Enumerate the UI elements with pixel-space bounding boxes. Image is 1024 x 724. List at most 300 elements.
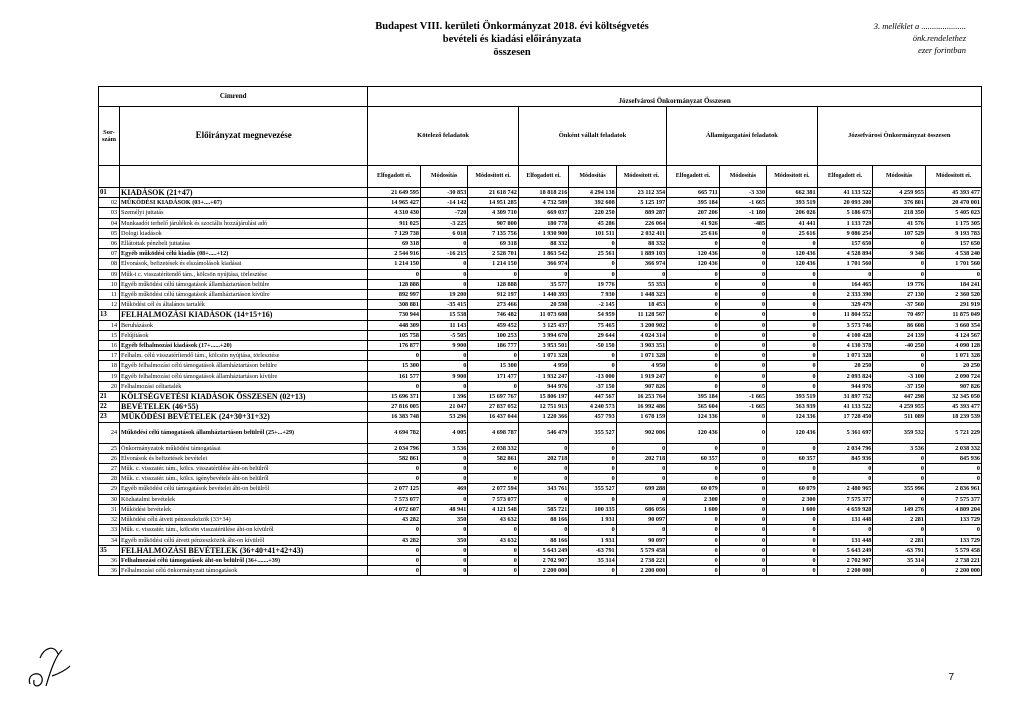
value-cell: 7 575 377 [817, 494, 873, 504]
value-cell: 7 129 738 [368, 228, 421, 238]
value-cell: 128 888 [368, 279, 421, 289]
value-cell: 0 [873, 361, 926, 371]
value-cell: 0 [767, 381, 818, 391]
value-cell: 9 086 254 [817, 228, 873, 238]
value-cell: 5 579 458 [616, 545, 667, 555]
value-cell: 0 [873, 464, 926, 474]
value-cell: 0 [368, 381, 421, 391]
value-cell: 0 [667, 474, 720, 484]
table-row [99, 515, 982, 525]
value-cell: 157 650 [817, 239, 873, 249]
value-cell: 0 [368, 545, 421, 555]
value-cell: 11 804 552 [817, 310, 873, 320]
value-cell: 2 093 824 [817, 371, 873, 381]
value-cell: 665 711 [667, 188, 720, 198]
value-cell: 60 357 [667, 453, 720, 463]
table-row [99, 239, 982, 249]
row-number: 04 [99, 218, 120, 228]
value-cell: 60 079 [767, 484, 818, 494]
value-cell: 0 [719, 381, 766, 391]
value-cell: 0 [925, 464, 981, 474]
value-cell: 161 577 [368, 371, 421, 381]
value-cell: 0 [719, 330, 766, 340]
value-cell: 88 166 [518, 535, 569, 545]
row-label: MŰKÖDÉSI BEVÉTELEK (24+30+31+32) [120, 412, 368, 422]
value-cell: 273 466 [468, 300, 519, 310]
value-cell: 0 [667, 279, 720, 289]
value-cell: 0 [667, 381, 720, 391]
value-cell: 3 660 354 [925, 320, 981, 330]
value-cell: 3 200 902 [616, 320, 667, 330]
value-cell: 0 [719, 259, 766, 269]
value-cell: 0 [767, 269, 818, 279]
value-cell: 0 [667, 535, 720, 545]
value-cell: 0 [719, 290, 766, 300]
value-cell: 907 826 [925, 381, 981, 391]
value-cell: 4 072 607 [368, 504, 421, 514]
value-cell: 2 360 520 [925, 290, 981, 300]
value-cell: 206 026 [767, 208, 818, 218]
group-header-onkent: Önként vállalt feladatok [518, 107, 666, 166]
value-cell: 0 [420, 555, 467, 565]
row-number: 20 [99, 381, 120, 391]
value-cell: -1 665 [719, 392, 766, 402]
value-cell: 5 579 458 [925, 545, 981, 555]
value-cell: -50 150 [569, 341, 616, 351]
value-cell: 55 353 [616, 279, 667, 289]
value-cell: 90 097 [616, 535, 667, 545]
table-row [99, 545, 982, 555]
table-row [99, 494, 982, 504]
value-cell: 0 [420, 566, 467, 576]
row-number: 02 [99, 198, 120, 208]
value-cell: 0 [767, 361, 818, 371]
value-cell: 0 [420, 453, 467, 463]
value-cell: 0 [817, 464, 873, 474]
value-cell: 2 077 594 [468, 484, 519, 494]
value-cell: 0 [719, 361, 766, 371]
row-number: 32 [99, 515, 120, 525]
row-label: FELHALMOZÁSI BEVÉTELEK (36+40+41+42+43) [120, 545, 368, 555]
value-cell: 3 903 351 [616, 341, 667, 351]
value-cell: 0 [667, 555, 720, 565]
handwritten-signature [22, 636, 82, 696]
row-label: Felhalmozási céltartalék [120, 381, 368, 391]
value-cell: 70 497 [873, 310, 926, 320]
value-cell: 0 [767, 341, 818, 351]
value-cell: 4 124 567 [925, 330, 981, 340]
value-cell: 20 093 200 [817, 198, 873, 208]
value-cell: 4 309 710 [468, 208, 519, 218]
value-cell: 31 897 752 [817, 392, 873, 402]
value-cell: 1 931 [569, 515, 616, 525]
table-row [99, 228, 982, 238]
value-cell: 131 448 [817, 515, 873, 525]
value-cell: 2 200 000 [518, 566, 569, 576]
value-cell: 3 125 437 [518, 320, 569, 330]
value-cell: 343 761 [518, 484, 569, 494]
value-cell: 45 393 477 [925, 402, 981, 412]
value-cell: 0 [616, 525, 667, 535]
table-row [99, 341, 982, 351]
value-cell: 355 527 [569, 484, 616, 494]
value-cell: 0 [420, 474, 467, 484]
value-cell: 27 130 [873, 290, 926, 300]
value-cell: 0 [925, 474, 981, 484]
row-number: 28 [99, 474, 120, 484]
value-cell: 2 702 907 [518, 555, 569, 565]
value-cell: 1 600 [667, 504, 720, 514]
row-label: Egyéb működési célú támogatások bevételei áht-on belülről [120, 484, 368, 494]
value-cell: 14 965 427 [368, 198, 421, 208]
value-cell: -14 142 [420, 198, 467, 208]
value-cell: 393 519 [767, 198, 818, 208]
document-title [0, 20, 1024, 59]
value-cell: 0 [767, 300, 818, 310]
value-cell: 0 [719, 484, 766, 494]
value-cell: 226 064 [616, 218, 667, 228]
table-row [99, 566, 982, 576]
value-cell: 329 479 [817, 300, 873, 310]
value-cell: 0 [667, 443, 720, 453]
table-row [99, 330, 982, 340]
value-cell: 0 [817, 474, 873, 484]
value-cell: 0 [420, 351, 467, 361]
row-label: Elvonások, befizetések és elszámolások kiadásai [120, 259, 368, 269]
row-number: 10 [99, 279, 120, 289]
value-cell: 1 701 560 [925, 259, 981, 269]
value-cell: 447 298 [873, 392, 926, 402]
value-cell: 0 [719, 228, 766, 238]
value-cell: 54 959 [569, 310, 616, 320]
row-number: 25 [99, 443, 120, 453]
value-cell: 15 696 371 [368, 392, 421, 402]
value-cell: 11 143 [420, 320, 467, 330]
value-cell: 0 [616, 443, 667, 453]
value-cell: 15 300 [368, 361, 421, 371]
value-cell: 20 470 001 [925, 198, 981, 208]
value-cell: 11 073 608 [518, 310, 569, 320]
eloiranyzat-header: Előirányzat megnevezése [120, 107, 368, 166]
value-cell: 4 259 955 [873, 188, 926, 198]
value-cell: 0 [468, 381, 519, 391]
value-cell: 0 [873, 351, 926, 361]
row-number: 18 [99, 361, 120, 371]
value-cell: 0 [925, 525, 981, 535]
value-cell: 5 721 229 [925, 422, 981, 443]
value-cell: 1 133 729 [817, 218, 873, 228]
value-cell: 902 006 [616, 422, 667, 443]
value-cell: 2 544 916 [368, 249, 421, 259]
value-cell: 88 332 [518, 239, 569, 249]
value-cell: 101 511 [569, 228, 616, 238]
value-cell: 0 [616, 494, 667, 504]
value-cell: 1 071 328 [925, 351, 981, 361]
value-cell: 0 [719, 555, 766, 565]
value-cell: 105 758 [368, 330, 421, 340]
value-cell: 0 [569, 453, 616, 463]
value-cell: 3 536 [873, 443, 926, 453]
value-cell: 35 577 [518, 279, 569, 289]
value-cell: 0 [767, 239, 818, 249]
row-label: Felhalmozási célú támogatások áht-on belülről (36+.......+39) [120, 555, 368, 565]
value-cell: 0 [667, 330, 720, 340]
value-cell: 0 [368, 269, 421, 279]
value-cell: 0 [719, 249, 766, 259]
annex-note [874, 20, 966, 56]
value-cell: 0 [719, 371, 766, 381]
value-cell: 0 [420, 545, 467, 555]
value-cell: 0 [420, 525, 467, 535]
value-cell: 0 [767, 464, 818, 474]
value-cell: 25 616 [667, 228, 720, 238]
value-cell: 0 [817, 269, 873, 279]
value-cell: 0 [616, 269, 667, 279]
value-cell: 565 604 [667, 402, 720, 412]
value-cell: 393 519 [767, 392, 818, 402]
value-cell: 3 953 501 [518, 341, 569, 351]
value-cell: 892 997 [368, 290, 421, 300]
value-cell: 207 206 [667, 208, 720, 218]
value-cell: 88 166 [518, 515, 569, 525]
value-cell: 0 [667, 566, 720, 576]
value-cell: 0 [468, 545, 519, 555]
value-cell: -37 150 [873, 381, 926, 391]
value-cell: 4 732 589 [518, 198, 569, 208]
value-cell: 0 [873, 494, 926, 504]
row-label: FELHALMOZÁSI KIADÁSOK (14+15+16) [120, 310, 368, 320]
value-cell: 730 944 [368, 310, 421, 320]
value-cell: 1 930 900 [518, 228, 569, 238]
sub-header-modositott: Módosított ei. [767, 166, 818, 188]
value-cell: 88 332 [616, 239, 667, 249]
value-cell: 15 806 197 [518, 392, 569, 402]
value-cell: 1 931 [569, 535, 616, 545]
value-cell: 186 777 [468, 341, 519, 351]
value-cell: 0 [569, 443, 616, 453]
value-cell: 176 877 [368, 341, 421, 351]
row-number: 09 [99, 269, 120, 279]
value-cell: 0 [569, 259, 616, 269]
value-cell: 5 405 023 [925, 208, 981, 218]
page-number: 7 [948, 672, 954, 683]
value-cell: 0 [667, 239, 720, 249]
value-cell: 0 [420, 259, 467, 269]
value-cell: 0 [873, 259, 926, 269]
value-cell: 180 778 [518, 218, 569, 228]
table-row [99, 484, 982, 494]
value-cell: 41 926 [667, 218, 720, 228]
value-cell: 4 950 [616, 361, 667, 371]
value-cell: 133 729 [925, 535, 981, 545]
row-label: Közhatalmi bevételek [120, 494, 368, 504]
table-row [99, 290, 982, 300]
row-label: Ellátottak pénzbeli juttatása [120, 239, 368, 249]
value-cell: 2 281 [873, 515, 926, 525]
value-cell: 2 038 332 [468, 443, 519, 453]
value-cell: 0 [468, 464, 519, 474]
row-number: 23 [99, 412, 120, 422]
value-cell: 359 532 [873, 422, 926, 443]
table-row [99, 198, 982, 208]
jozsefvarosi-header: Józsefvárosi Önkormányzat Összesen [368, 87, 982, 107]
value-cell: 0 [569, 566, 616, 576]
value-cell: -485 [719, 218, 766, 228]
value-cell: 2 738 221 [925, 555, 981, 565]
value-cell: 944 976 [518, 381, 569, 391]
value-cell: 17 728 450 [817, 412, 873, 422]
value-cell: 0 [719, 443, 766, 453]
value-cell: 16 253 764 [616, 392, 667, 402]
value-cell: 0 [719, 566, 766, 576]
value-cell: 291 919 [925, 300, 981, 310]
table-row [99, 381, 982, 391]
value-cell: 699 288 [616, 484, 667, 494]
value-cell: 366 974 [518, 259, 569, 269]
value-cell: 4 294 138 [569, 188, 616, 198]
value-cell: 15 697 767 [468, 392, 519, 402]
table-row [99, 351, 982, 361]
value-cell: 45 393 477 [925, 188, 981, 198]
value-cell: 9 193 783 [925, 228, 981, 238]
value-cell: 0 [667, 269, 720, 279]
budget-table [98, 86, 982, 576]
value-cell: 0 [767, 371, 818, 381]
value-cell: 43 632 [468, 535, 519, 545]
value-cell: 459 452 [468, 320, 519, 330]
value-cell: 4 694 782 [368, 422, 421, 443]
value-cell: 20 250 [925, 361, 981, 371]
value-cell: 511 089 [873, 412, 926, 422]
value-cell: 0 [468, 566, 519, 576]
value-cell: -13 000 [569, 371, 616, 381]
value-cell: 11 128 567 [616, 310, 667, 320]
row-number: 13 [99, 310, 120, 320]
value-cell: 1 214 150 [368, 259, 421, 269]
value-cell: 131 448 [817, 535, 873, 545]
value-cell: 1 701 560 [817, 259, 873, 269]
row-label: Elvonások és befizetések bevételei [120, 453, 368, 463]
value-cell: 447 567 [569, 392, 616, 402]
value-cell: 41 441 [767, 218, 818, 228]
value-cell: -720 [420, 208, 467, 218]
value-cell: 0 [518, 464, 569, 474]
value-cell: 20 250 [817, 361, 873, 371]
row-number: 16 [99, 341, 120, 351]
value-cell: 0 [873, 525, 926, 535]
row-number: 17 [99, 351, 120, 361]
row-label: Dologi kiadások [120, 228, 368, 238]
value-cell: 0 [719, 515, 766, 525]
value-cell: -2 145 [569, 300, 616, 310]
value-cell: -63 791 [569, 545, 616, 555]
row-number: 36 [99, 566, 120, 576]
value-cell: 220 250 [569, 208, 616, 218]
row-number: 31 [99, 504, 120, 514]
value-cell: 0 [817, 525, 873, 535]
value-cell: 582 861 [368, 453, 421, 463]
value-cell: 0 [667, 545, 720, 555]
value-cell: 0 [667, 341, 720, 351]
value-cell: 43 282 [368, 535, 421, 545]
value-cell: 4 024 314 [616, 330, 667, 340]
row-number: 26 [99, 453, 120, 463]
value-cell: 0 [873, 566, 926, 576]
value-cell: -30 853 [420, 188, 467, 198]
value-cell: 746 482 [468, 310, 519, 320]
row-number: 15 [99, 330, 120, 340]
value-cell: 19 776 [569, 279, 616, 289]
sub-header-elfogadott: Elfogadott ei. [368, 166, 421, 188]
sub-header-blank [120, 166, 368, 188]
sub-header-modositott: Módosított ei. [616, 166, 667, 188]
value-cell: 35 314 [569, 555, 616, 565]
value-cell: 7 135 756 [468, 228, 519, 238]
value-cell: 45 286 [569, 218, 616, 228]
row-number: 21 [99, 392, 120, 402]
value-cell: 0 [468, 351, 519, 361]
table-row [99, 555, 982, 565]
value-cell: 0 [667, 525, 720, 535]
value-cell: 7 930 [569, 290, 616, 300]
value-cell: -1 665 [719, 198, 766, 208]
value-cell: 4 528 894 [817, 249, 873, 259]
value-cell: 0 [719, 545, 766, 555]
row-number: 12 [99, 300, 120, 310]
value-cell: 7 573 077 [468, 494, 519, 504]
row-number: 29 [99, 484, 120, 494]
value-cell: 0 [667, 310, 720, 320]
value-cell: 0 [518, 525, 569, 535]
value-cell: 395 184 [667, 198, 720, 208]
value-cell: 90 097 [616, 515, 667, 525]
value-cell: 911 025 [368, 218, 421, 228]
value-cell: 124 336 [767, 412, 818, 422]
row-number: 03 [99, 208, 120, 218]
table-row [99, 474, 982, 484]
table-row [99, 392, 982, 402]
value-cell: 120 436 [667, 259, 720, 269]
value-cell: 0 [719, 351, 766, 361]
value-cell: 0 [420, 464, 467, 474]
value-cell: 0 [719, 412, 766, 422]
value-cell: 18 818 216 [518, 188, 569, 198]
value-cell: 0 [767, 330, 818, 340]
value-cell: 15 300 [468, 361, 519, 371]
value-cell: 0 [873, 453, 926, 463]
table-row [99, 208, 982, 218]
value-cell: 69 318 [468, 239, 519, 249]
value-cell: 546 479 [518, 422, 569, 443]
value-cell: 0 [667, 300, 720, 310]
row-label: Egyéb működési célú támogatások államháztartáson belülre [120, 279, 368, 289]
value-cell: 308 881 [368, 300, 421, 310]
value-cell: 0 [518, 269, 569, 279]
value-cell: 907 826 [616, 381, 667, 391]
table-row [99, 525, 982, 535]
row-label: BEVÉTELEK (46+55) [120, 402, 368, 412]
value-cell: 0 [767, 525, 818, 535]
row-number: 33 [99, 525, 120, 535]
value-cell: 585 721 [518, 504, 569, 514]
value-cell: 662 381 [767, 188, 818, 198]
value-cell: 1 448 323 [616, 290, 667, 300]
value-cell: 107 529 [873, 228, 926, 238]
value-cell: 0 [518, 474, 569, 484]
value-cell: 0 [420, 239, 467, 249]
value-cell: -37 560 [873, 300, 926, 310]
value-cell: 24 139 [873, 330, 926, 340]
